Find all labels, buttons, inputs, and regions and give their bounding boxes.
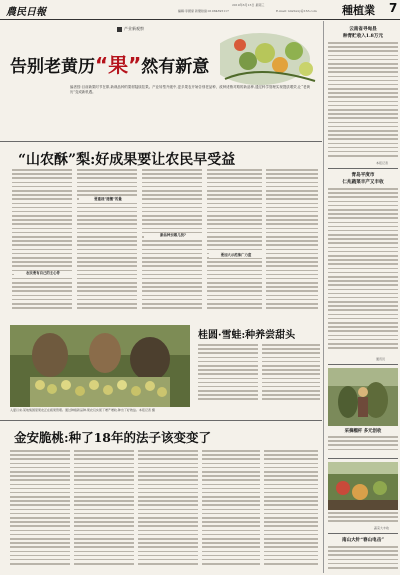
sidebar-body-3	[328, 436, 398, 456]
bottom-col-2	[74, 450, 134, 572]
sidebar-title-1a: 云南省寻甸县	[349, 27, 377, 32]
sidebar-title-2b: 仁兆蔬菜丰产又丰收	[342, 180, 384, 185]
sidebar-author-2: 通讯员	[376, 357, 386, 361]
date-line: 2019年6月13日 星期三	[232, 3, 265, 7]
page-number: 7	[389, 1, 398, 15]
sidebar-rule-1	[328, 168, 398, 169]
bottom-col-1	[10, 450, 70, 572]
body-col-3	[142, 169, 202, 319]
subhead-4: 要加大示范推广力度	[209, 253, 263, 258]
article-jinan-peach	[0, 422, 322, 572]
bottom-col-3	[138, 450, 198, 572]
body-col-2	[77, 169, 137, 319]
sidebar-body-4	[328, 512, 398, 526]
sidebar-rule-3	[328, 458, 398, 459]
subhead-1: 要重视“接穗”的量	[79, 197, 137, 202]
body-col-4	[207, 169, 262, 319]
subhead-3: 农民要有自己的主心骨	[14, 271, 72, 276]
masthead-rule	[0, 19, 400, 20]
lead-intro: 编者按:目前新果时节在即,新栽品种的果树陆续挂果。产业转型升级中,更多果农开始告别老品种、改种适销对路的新品种,通过科学管理实现提质增效,让“老黄历”变成新机遇。	[70, 85, 310, 94]
bottom-rule	[0, 420, 322, 421]
guiyuan-headline: 桂圆·雪蛙:种养尝甜头	[198, 330, 296, 341]
subhead-2: 新品种去哪儿找?	[144, 233, 202, 238]
bottom-headline: 金安脆桃:种了18年的法子该变变了	[14, 430, 212, 445]
article-headline: “山农酥”梨:好成果要让农民早受益	[18, 152, 236, 168]
sidebar-author-1: 本报记者	[376, 161, 389, 165]
sidebar-caption-4: 蔬菜大丰收	[374, 526, 390, 530]
sidebar-photo-3	[328, 368, 398, 426]
lead-headline	[10, 49, 209, 78]
guiyuan-col-2	[262, 344, 320, 406]
sidebar-body-1	[328, 42, 398, 162]
page-name: 種植業	[342, 4, 375, 17]
sidebar-photo-4	[328, 462, 398, 510]
fruit-illustration	[220, 29, 320, 89]
sidebar-divider	[323, 21, 324, 573]
sidebar-title-1b: 种青贮收入1.8万元	[342, 34, 384, 39]
sidebar	[326, 21, 398, 573]
column-tag: 产业新观察	[117, 26, 144, 32]
article-guiyuan	[196, 322, 322, 408]
sidebar-title-5: 南山大针“春山电击”	[341, 538, 385, 543]
newspaper-logo: 農民日報	[6, 7, 46, 18]
body-col-1	[12, 169, 72, 319]
sidebar-body-2	[328, 188, 398, 356]
body-col-5	[266, 169, 318, 319]
headline-quote: “果”	[95, 53, 142, 77]
masthead	[0, 0, 400, 20]
sidebar-rule-4	[328, 533, 398, 534]
bottom-col-4	[202, 450, 260, 572]
sidebar-title-2a: 青岛平度市	[351, 173, 375, 178]
sidebar-body-5	[328, 546, 398, 572]
email-line: E-mail: nmrbzzy@163.com	[276, 9, 317, 13]
guiyuan-col-1	[198, 344, 258, 406]
headline-prefix: 告别老黄历	[10, 57, 95, 77]
editor-line: 編輯:李國偉 新聞熱線:01084395117	[178, 9, 229, 13]
photo-caption: 入夏以来,某地梨园里果农正在疏果管理。通过种植新品种,果农们实现了增产增收,种出了好效益。本报记者 摄	[10, 408, 155, 412]
lead-rule	[0, 141, 322, 142]
pear-farm-photo	[10, 325, 190, 407]
headline-suffix: 然有新意	[141, 57, 210, 77]
sidebar-rule-2	[328, 364, 398, 365]
lead-section	[0, 21, 322, 136]
column-tag-marker	[117, 27, 122, 32]
bottom-col-5	[264, 450, 318, 572]
sidebar-caption-3: 采摘榴杆 多元创收	[344, 429, 382, 434]
article-shannongsu	[0, 143, 322, 343]
